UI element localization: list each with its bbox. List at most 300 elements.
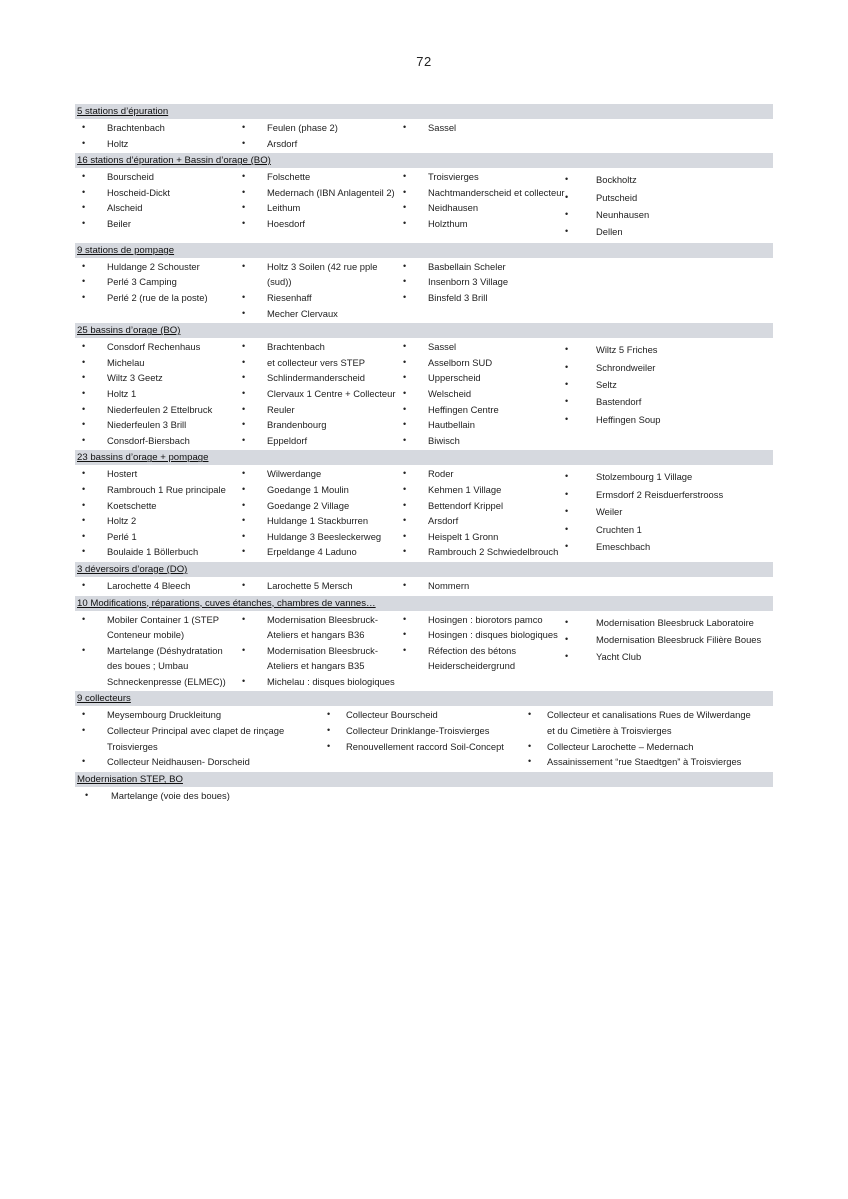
bullet-icon: • [403, 644, 407, 655]
bullet-icon: • [82, 483, 86, 494]
list-item [396, 529, 568, 545]
bullet-icon: • [565, 488, 569, 499]
list-item-text: Michelau : disques biologiques [267, 675, 395, 687]
list-item [565, 648, 773, 665]
list-item-text: Schneckenpresse (ELMEC)) [107, 675, 226, 687]
bullet-icon: • [242, 137, 246, 148]
list-item-text: Larochette 5 Mersch [267, 579, 353, 591]
bullet-icon: • [403, 260, 407, 271]
bullet-icon: • [565, 361, 569, 372]
list-item-text: Martelange (voie des boues) [111, 789, 230, 801]
bullet-icon: • [82, 186, 86, 197]
column [235, 578, 396, 594]
list-item [396, 402, 568, 418]
bullet-icon: • [242, 419, 246, 430]
section-body [75, 465, 773, 562]
list-item-text: Modernisation Bleesbruck Laboratoire [596, 616, 754, 628]
bullet-icon: • [242, 171, 246, 182]
list-item-text: Collecteur Larochette – Medernach [547, 740, 694, 752]
column [75, 339, 235, 448]
bullet-icon: • [82, 276, 86, 287]
list-item [75, 529, 235, 545]
list-item-text: Feulen (phase 2) [267, 122, 338, 133]
section-header: 23 bassins d’orage + pompage [75, 450, 773, 465]
list-item-text: Holtz 1 [107, 387, 137, 399]
list-item-text: Sassel [428, 122, 457, 133]
list-item [235, 513, 396, 529]
list-item-text: Troisvierges [107, 740, 158, 752]
column [235, 169, 396, 241]
list-item [235, 482, 396, 498]
list-item [75, 185, 235, 201]
list-item-text: Nachtmanderscheid et collecteur [428, 186, 565, 198]
list-item-text: Schlindermanderscheid [267, 372, 365, 384]
bullet-icon: • [403, 403, 407, 414]
bullet-icon: • [82, 499, 86, 510]
list-item-text: Sassel [428, 341, 457, 353]
list-item-text: Medernach (IBN Anlagenteil 2) [267, 186, 395, 198]
bullet-icon: • [403, 341, 407, 352]
bullet-icon: • [82, 171, 86, 182]
list-item-text: Holtz 3 Soilen (42 rue pple (sud)) [267, 260, 378, 288]
list-item [396, 259, 568, 275]
list-item [235, 498, 396, 514]
list-item [396, 627, 568, 643]
list-item [235, 402, 396, 418]
list-item-text: Conteneur mobile) [107, 629, 185, 641]
list-item [235, 355, 396, 371]
bullet-icon: • [85, 789, 89, 800]
list-item [75, 355, 235, 371]
list-item [565, 486, 773, 503]
list-item-text: Dellen [596, 226, 623, 238]
list-item [396, 370, 568, 386]
list-item [235, 339, 396, 355]
bullet-icon: • [242, 530, 246, 541]
list-item-text: Wiltz 5 Friches [596, 344, 658, 356]
bullet-icon: • [565, 191, 569, 202]
list-item [565, 631, 773, 648]
list-item [396, 433, 568, 449]
column [75, 707, 320, 769]
list-item-text: Bettendorf Krippel [428, 499, 504, 511]
bullet-icon: • [565, 471, 569, 482]
column [396, 612, 568, 690]
list-item [396, 169, 568, 185]
list-item [396, 386, 568, 402]
bullet-icon: • [403, 276, 407, 287]
list-item [565, 359, 773, 376]
project-list [75, 104, 773, 805]
column [75, 169, 235, 241]
list-item-text: Modernisation Bleesbruck Filière Boues [596, 633, 762, 645]
bullet-icon: • [82, 579, 86, 590]
column [75, 120, 235, 151]
section-header: 3 déversoirs d’orage (DO) [75, 562, 773, 577]
list-item-text: Collecteur Bourscheid [346, 709, 438, 721]
column [75, 612, 235, 690]
bullet-icon: • [82, 217, 86, 228]
list-item-text: Niederfeulen 3 Brill [107, 419, 187, 431]
bullet-icon: • [242, 122, 246, 132]
bullet-icon: • [403, 613, 407, 624]
list-item-text: Stolzembourg 1 Village [596, 471, 693, 483]
list-item [75, 643, 235, 690]
list-item [75, 466, 235, 482]
list-item-text: Roder [428, 468, 454, 480]
column [75, 788, 773, 804]
list-item-text: Collecteur Principal avec clapet de rinçage [107, 725, 285, 737]
column [235, 612, 396, 690]
list-item-text: Collecteur et canalisations Rues de Wilwerdange [547, 709, 751, 721]
list-item-text: Seltz [596, 379, 617, 390]
list-item [320, 723, 521, 739]
list-item [565, 614, 773, 631]
bullet-icon: • [565, 226, 569, 237]
bullet-icon: • [82, 202, 86, 213]
list-item-text: Binsfeld 3 Brill [428, 292, 488, 303]
bullet-icon: • [403, 171, 407, 182]
list-item-text: Neunhausen [596, 209, 650, 220]
bullet-icon: • [82, 260, 86, 271]
bullet-icon: • [82, 403, 86, 414]
list-item-text: Kehmen 1 Village [428, 483, 502, 495]
list-item [75, 259, 235, 275]
list-item [235, 612, 396, 643]
list-item [521, 739, 773, 755]
bullet-icon: • [82, 530, 86, 541]
bullet-icon: • [327, 725, 331, 736]
bullet-icon: • [82, 137, 86, 148]
list-item [75, 120, 235, 136]
list-item-text: Consdorf Rechenhaus [107, 341, 201, 353]
list-item-text: Putscheid [596, 191, 638, 203]
list-item [235, 386, 396, 402]
list-item [396, 612, 568, 628]
list-item-text: Meysembourg Druckleitung [107, 709, 222, 721]
bullet-icon: • [403, 483, 407, 494]
list-item [396, 417, 568, 433]
bullet-icon: • [242, 546, 246, 557]
list-item [75, 788, 773, 804]
list-item-text: Hostert [107, 468, 138, 480]
bullet-icon: • [565, 344, 569, 355]
list-item [565, 376, 773, 393]
column [75, 466, 235, 560]
list-item-text: Ateliers et hangars B35 [267, 660, 365, 672]
list-item-text: Brachtenbach [267, 341, 325, 353]
bullet-icon: • [565, 174, 569, 185]
list-item-text: Goedange 1 Moulin [267, 483, 349, 495]
list-item-text: Alscheid [107, 202, 143, 214]
bullet-icon: • [403, 434, 407, 445]
column [568, 259, 773, 321]
bullet-icon: • [242, 307, 246, 318]
bullet-icon: • [528, 709, 532, 720]
bullet-icon: • [403, 530, 407, 541]
list-item-text: Bourscheid [107, 171, 154, 183]
list-item-text: Hosingen : biorotors pamco [428, 613, 543, 625]
list-item-text: Reuler [267, 403, 295, 415]
bullet-icon: • [82, 434, 86, 445]
list-item-text: Huldange 1 Stackburren [267, 515, 369, 527]
list-item-text: Arsdorf [267, 137, 298, 149]
column [396, 339, 568, 448]
list-item [565, 189, 773, 206]
column [396, 169, 568, 241]
list-item [396, 200, 568, 216]
section [75, 562, 773, 596]
list-item-text: Perlé 1 [107, 530, 137, 542]
section-header: 9 collecteurs [75, 691, 773, 706]
list-item [396, 355, 568, 371]
column [565, 466, 773, 560]
list-item [75, 513, 235, 529]
column [565, 339, 773, 448]
list-item-text: Perlé 2 (rue de la poste) [107, 292, 208, 303]
list-item-text: Bastendorf [596, 396, 642, 408]
list-item-text: Neidhausen [428, 202, 479, 214]
section-header: 5 stations d’épuration [75, 104, 773, 119]
section-body [75, 611, 773, 692]
list-item [75, 578, 235, 594]
list-item-text: et collecteur vers STEP [267, 356, 365, 368]
list-item [235, 466, 396, 482]
list-item [396, 544, 568, 560]
column [568, 578, 773, 594]
bullet-icon: • [403, 122, 407, 132]
bullet-icon: • [242, 292, 246, 302]
list-item-text: Beiler [107, 217, 131, 229]
list-item [235, 136, 396, 152]
list-item-text: Heispelt 1 Gronn [428, 530, 499, 542]
bullet-icon: • [403, 186, 407, 197]
list-item [75, 402, 235, 418]
list-item [235, 370, 396, 386]
list-item [320, 707, 521, 723]
section-body [75, 119, 773, 153]
list-item-text: Mecher Clervaux [267, 307, 338, 319]
list-item-text: Erpeldange 4 Laduno [267, 546, 357, 558]
bullet-icon: • [565, 651, 569, 662]
column [565, 169, 773, 241]
list-item [565, 411, 773, 428]
list-item-text: Boulaide 1 Böllerbuch [107, 546, 199, 558]
list-item [235, 544, 396, 560]
section-body [75, 706, 773, 771]
list-item [235, 578, 396, 594]
list-item-text: Eppeldorf [267, 434, 308, 446]
bullet-icon: • [565, 540, 569, 551]
list-item [565, 206, 773, 223]
page-number: 72 [416, 54, 432, 69]
bullet-icon: • [82, 419, 86, 430]
column [568, 120, 773, 151]
list-item-text: Larochette 4 Bleech [107, 579, 191, 591]
list-item [75, 433, 235, 449]
list-item-text: Heffingen Centre [428, 403, 499, 415]
bullet-icon: • [403, 387, 407, 398]
list-item [565, 538, 773, 555]
bullet-icon: • [242, 356, 246, 367]
list-item-text: Huldange 3 Beesleckerweg [267, 530, 382, 542]
list-item-text: Wiltz 3 Geetz [107, 372, 163, 384]
bullet-icon: • [565, 396, 569, 407]
bullet-icon: • [82, 644, 86, 655]
list-item-text: Collecteur Drinklange-Troisvierges [346, 725, 490, 737]
list-item [235, 200, 396, 216]
bullet-icon: • [403, 468, 407, 479]
list-item-text: Schrondweiler [596, 361, 656, 373]
list-item [235, 259, 396, 290]
bullet-icon: • [242, 387, 246, 398]
section-body [75, 258, 773, 323]
bullet-icon: • [242, 217, 246, 228]
bullet-icon: • [82, 546, 86, 557]
list-item [565, 171, 773, 188]
list-item [396, 578, 568, 594]
section [75, 323, 773, 450]
bullet-icon: • [403, 292, 407, 302]
bullet-icon: • [403, 356, 407, 367]
list-item-text: Modernisation Bleesbruck- [267, 644, 378, 656]
list-item-text: Arsdorf [428, 515, 459, 527]
bullet-icon: • [565, 616, 569, 627]
list-item-text: Consdorf-Biersbach [107, 434, 190, 446]
section [75, 243, 773, 323]
list-item [396, 185, 568, 201]
section-header: Modernisation STEP, BO [75, 772, 773, 787]
bullet-icon: • [82, 756, 86, 767]
list-item-text: Holtz [107, 137, 129, 149]
list-item [75, 544, 235, 560]
bullet-icon: • [242, 515, 246, 526]
list-item [235, 674, 396, 690]
bullet-icon: • [565, 523, 569, 534]
list-item-text: et du Cimetière à Troisvierges [547, 725, 672, 737]
column [235, 466, 396, 560]
list-item-text: Brachtenbach [107, 122, 165, 133]
list-item-text: Holzthum [428, 217, 468, 229]
list-item-text: Hoesdorf [267, 217, 306, 229]
bullet-icon: • [528, 740, 532, 751]
bullet-icon: • [403, 202, 407, 213]
list-item [235, 169, 396, 185]
list-item-text: Clervaux 1 Centre + Collecteur [267, 387, 396, 399]
list-item-text: Folschette [267, 171, 311, 183]
list-item-text: Perlé 3 Camping [107, 276, 177, 288]
column [75, 578, 235, 594]
list-item-text: Heffingen Soup [596, 413, 661, 425]
list-item-text: Assainissement “rue Staedtgen” à Troisvierges [547, 756, 742, 768]
list-item-text: Bockholtz [596, 174, 637, 186]
list-item-text: Hoscheid-Dickt [107, 186, 171, 198]
bullet-icon: • [242, 644, 246, 655]
column [235, 339, 396, 448]
list-item [565, 503, 773, 520]
list-item [235, 185, 396, 201]
list-item-text: Réfection des bétons [428, 644, 517, 656]
bullet-icon: • [82, 709, 86, 720]
bullet-icon: • [565, 379, 569, 389]
list-item [75, 707, 320, 723]
bullet-icon: • [403, 515, 407, 526]
list-item-text: Rambrouch 2 Schwiedelbrouch [428, 546, 559, 558]
list-item-text: Koetschette [107, 499, 157, 511]
list-item-text: Ateliers et hangars B36 [267, 629, 365, 641]
list-item-text: Mobiler Container 1 (STEP [107, 613, 220, 625]
bullet-icon: • [242, 468, 246, 479]
column [396, 578, 568, 594]
list-item [396, 513, 568, 529]
list-item-text: Yacht Club [596, 651, 642, 663]
list-item-text: des boues ; Umbau [107, 660, 189, 672]
list-item-text: Huldange 2 Schouster [107, 260, 200, 272]
list-item [75, 200, 235, 216]
list-item-text: Goedange 2 Village [267, 499, 350, 511]
list-item-text: Wilwerdange [267, 468, 322, 480]
list-item [235, 216, 396, 232]
list-item-text: Brandenbourg [267, 419, 327, 431]
list-item [565, 521, 773, 538]
bullet-icon: • [565, 413, 569, 424]
bullet-icon: • [403, 579, 407, 590]
list-item [235, 529, 396, 545]
list-item-text: Basbellain Scheler [428, 260, 506, 272]
list-item [396, 466, 568, 482]
bullet-icon: • [242, 341, 246, 352]
bullet-icon: • [242, 483, 246, 494]
bullet-icon: • [403, 372, 407, 383]
list-item [75, 274, 235, 290]
list-item-text: Hautbellain [428, 419, 475, 431]
section [75, 596, 773, 692]
list-item [396, 120, 568, 136]
list-item-text: Biwisch [428, 434, 460, 446]
bullet-icon: • [242, 186, 246, 197]
bullet-icon: • [403, 499, 407, 510]
list-item-text: Nommern [428, 579, 470, 591]
list-item-text: Upperscheid [428, 372, 481, 384]
list-item [396, 498, 568, 514]
bullet-icon: • [403, 419, 407, 430]
list-item-text: Collecteur Neidhausen- Dorscheid [107, 756, 250, 768]
list-item-text: Welscheid [428, 387, 472, 399]
bullet-icon: • [403, 217, 407, 228]
bullet-icon: • [82, 341, 86, 352]
bullet-icon: • [82, 372, 86, 383]
list-item-text: Niederfeulen 2 Ettelbruck [107, 403, 213, 415]
list-item-text: Cruchten 1 [596, 523, 642, 535]
section-header: 9 stations de pompage [75, 243, 773, 258]
bullet-icon: • [82, 468, 86, 479]
bullet-icon: • [82, 387, 86, 398]
list-item [235, 643, 396, 674]
section-body [75, 577, 773, 596]
list-item [521, 754, 773, 770]
bullet-icon: • [242, 403, 246, 414]
list-item [75, 136, 235, 152]
list-item [75, 290, 235, 306]
list-item [75, 169, 235, 185]
list-item [396, 482, 568, 498]
list-item [235, 433, 396, 449]
column [320, 707, 521, 769]
list-item-text: Ermsdorf 2 Reisduerferstrooss [596, 488, 724, 500]
section-header: 10 Modifications, réparations, cuves étanches, chambres de vannes… [75, 596, 773, 611]
list-item [396, 643, 568, 674]
list-item-text: Heiderscheidergrund [428, 660, 516, 672]
